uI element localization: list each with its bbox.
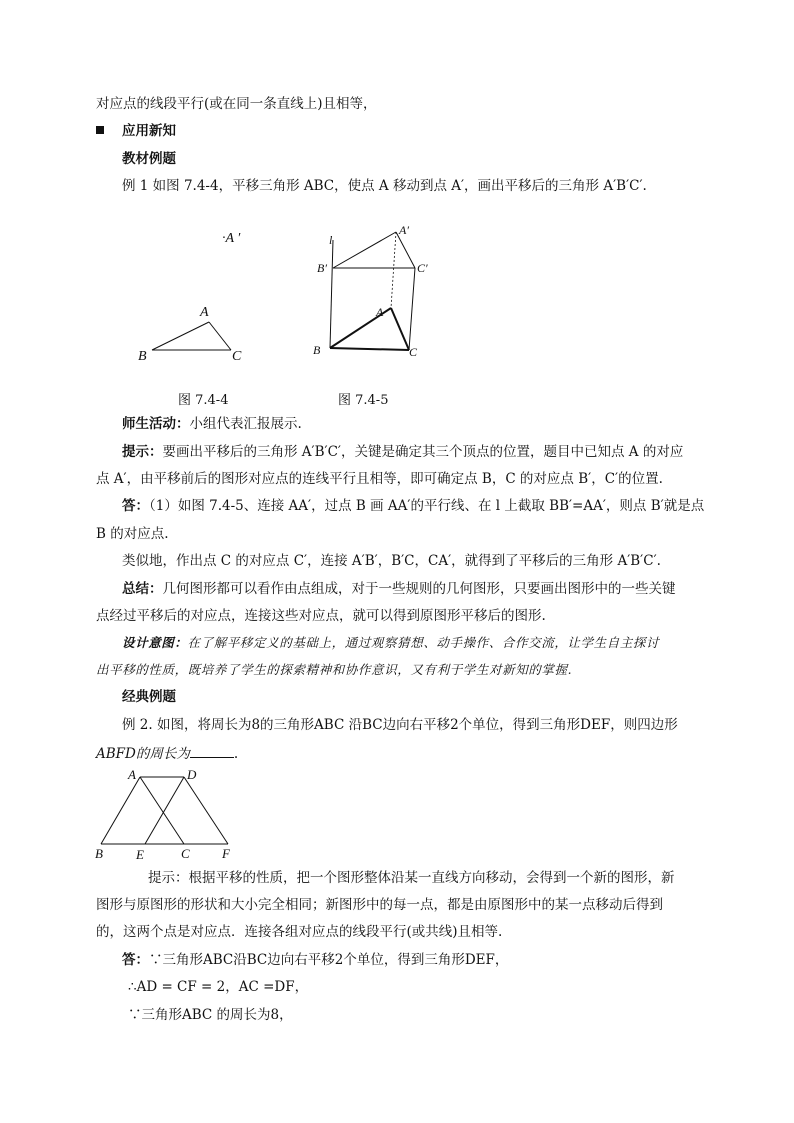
figure-caption-7-4-4: 图 7.4-4 [178,393,229,408]
label-b-prime: B′ [317,261,327,275]
segment-cc-prime [409,268,415,350]
label-c: C [409,345,418,359]
label-b: B [95,846,103,861]
bullet-square-icon [96,126,104,134]
label-b: B [138,349,147,364]
hint-line-2: 点 A′，由平移前后的图形对应点的连线平行且相等，即可确定点 B，C 的对应点 B′，C′的位置. [96,471,663,487]
segment-ac [140,777,184,844]
label-a-prime: ·A ′ [222,231,241,246]
answer2-label: 答： [122,952,149,968]
text-line: 对应点的线段平行(或在同一条直线上)且相等， [96,96,377,112]
summary-line-1 [122,580,676,598]
section-title: 应用新知 [122,123,176,139]
hint2-line-2: 图形与原图形的形状和大小完全相同；新图形中的每一点，都是由原图形中的某一点移动后得到 [96,897,663,913]
segment-ac [209,322,231,350]
hint-label: 提示： [122,444,163,460]
hint-line-1 [122,443,683,461]
segment-ab [152,322,209,350]
segment-ab [101,777,140,844]
segment-df [184,777,228,844]
hint2-line-3: 的，这两个点是对应点．连接各组对应点的线段平行(或共线)且相等. [96,924,503,940]
activity-text: 小组代表汇报展示. [189,416,302,432]
label-a: A [128,767,136,782]
example-2-text-2: ABFD的周长为 [96,746,190,762]
design-line-1 [122,634,659,652]
figure-example-2 [90,765,250,865]
activity-line [122,415,302,433]
segment-ac [391,308,409,350]
label-c: C [181,846,190,861]
label-e: E [136,847,144,862]
answer2-line-2: ∴AD = CF = 2，AC =DF， [128,979,309,995]
design-line-2: 出平移的性质，既培养了学生的探索精神和协作意识，又有利于学生对新知的掌握. [96,662,573,677]
design-label: 设计意图： [122,635,188,650]
subsection-title-classic: 经典例题 [122,689,176,705]
label-a: A [200,305,209,320]
figure-7-4-4 [130,222,260,372]
answer2-line-3: ∵三角形ABC 的周长为8， [128,1007,293,1023]
segment-aa-prime [391,232,396,308]
answer-text-1: （1）如图 7.4-5、连接 AA′，过点 B 画 AA′的平行线、在 l 上截取 BB′=AA′，则点 B′就是点 [149,498,705,514]
answer-line-1 [122,497,704,515]
label-a-prime: A′ [399,223,409,237]
segment-bc [330,348,409,350]
label-d: D [187,767,197,782]
answer-label: 答： [122,498,149,514]
activity-label: 师生活动： [122,416,190,432]
line-l [330,240,333,348]
summary-line-2: 点经过平移后的对应点，连接这些对应点，就可以得到原图形平移后的图形. [96,608,546,624]
design-text-1: 在了解平移定义的基础上，通过观察猜想、动手操作、合作交流，让学生自主探讨 [187,635,660,650]
answer-blank [190,744,234,758]
label-f: F [222,846,230,861]
similar-line: 类似地，作出点 C 的对应点 C′，连接 A′B′，B′C，CA′，就得到了平移后的三角形 A′B′C′. [122,553,661,569]
figure-caption-7-4-5: 图 7.4-5 [338,393,389,408]
summary-text-1: 几何图形都可以看作由点组成，对于一些规则的几何图形，只要画出图形中的一些关键 [162,581,676,597]
label-c-prime: C′ [417,261,428,275]
answer-line-2: B 的对应点. [96,526,169,542]
summary-label: 总结： [122,581,163,597]
segment-de [145,777,184,844]
label-l: l [329,233,333,247]
hint2-line-1: 提示：根据平移的性质，把一个图形整体沿某一直线方向移动，会得到一个新的图形，新 [148,870,675,886]
example-2-end: . [233,746,239,762]
label-b: B [313,343,321,357]
subsection-title-textbook: 教材例题 [122,151,176,167]
example-1-text: 例 1 如图 7.4-4，平移三角形 ABC，使点 A 移动到点 A′，画出平移后的三角形 A′B′C′. [122,178,647,194]
example-2-line-1: 例 2. 如图，将周长为8的三角形ABC 沿BC边向右平移2个单位，得到三角形DEF，则四边形 [122,717,678,733]
segment-a-prime-c-prime [396,232,415,268]
answer2-line-1 [122,951,508,969]
figure-7-4-5 [305,218,445,368]
segment-a-prime-b-prime [333,232,396,268]
answer2-text-1: ∵三角形ABC沿BC边向右平移2个单位，得到三角形DEF， [149,952,509,968]
example-2-line-2 [96,744,238,763]
label-a: A [376,305,384,319]
hint-text-1: 要画出平移后的三角形 A′B′C′，关键是确定其三个顶点的位置，题目中已知点 A 的对应 [162,444,684,460]
label-c: C [232,349,242,364]
